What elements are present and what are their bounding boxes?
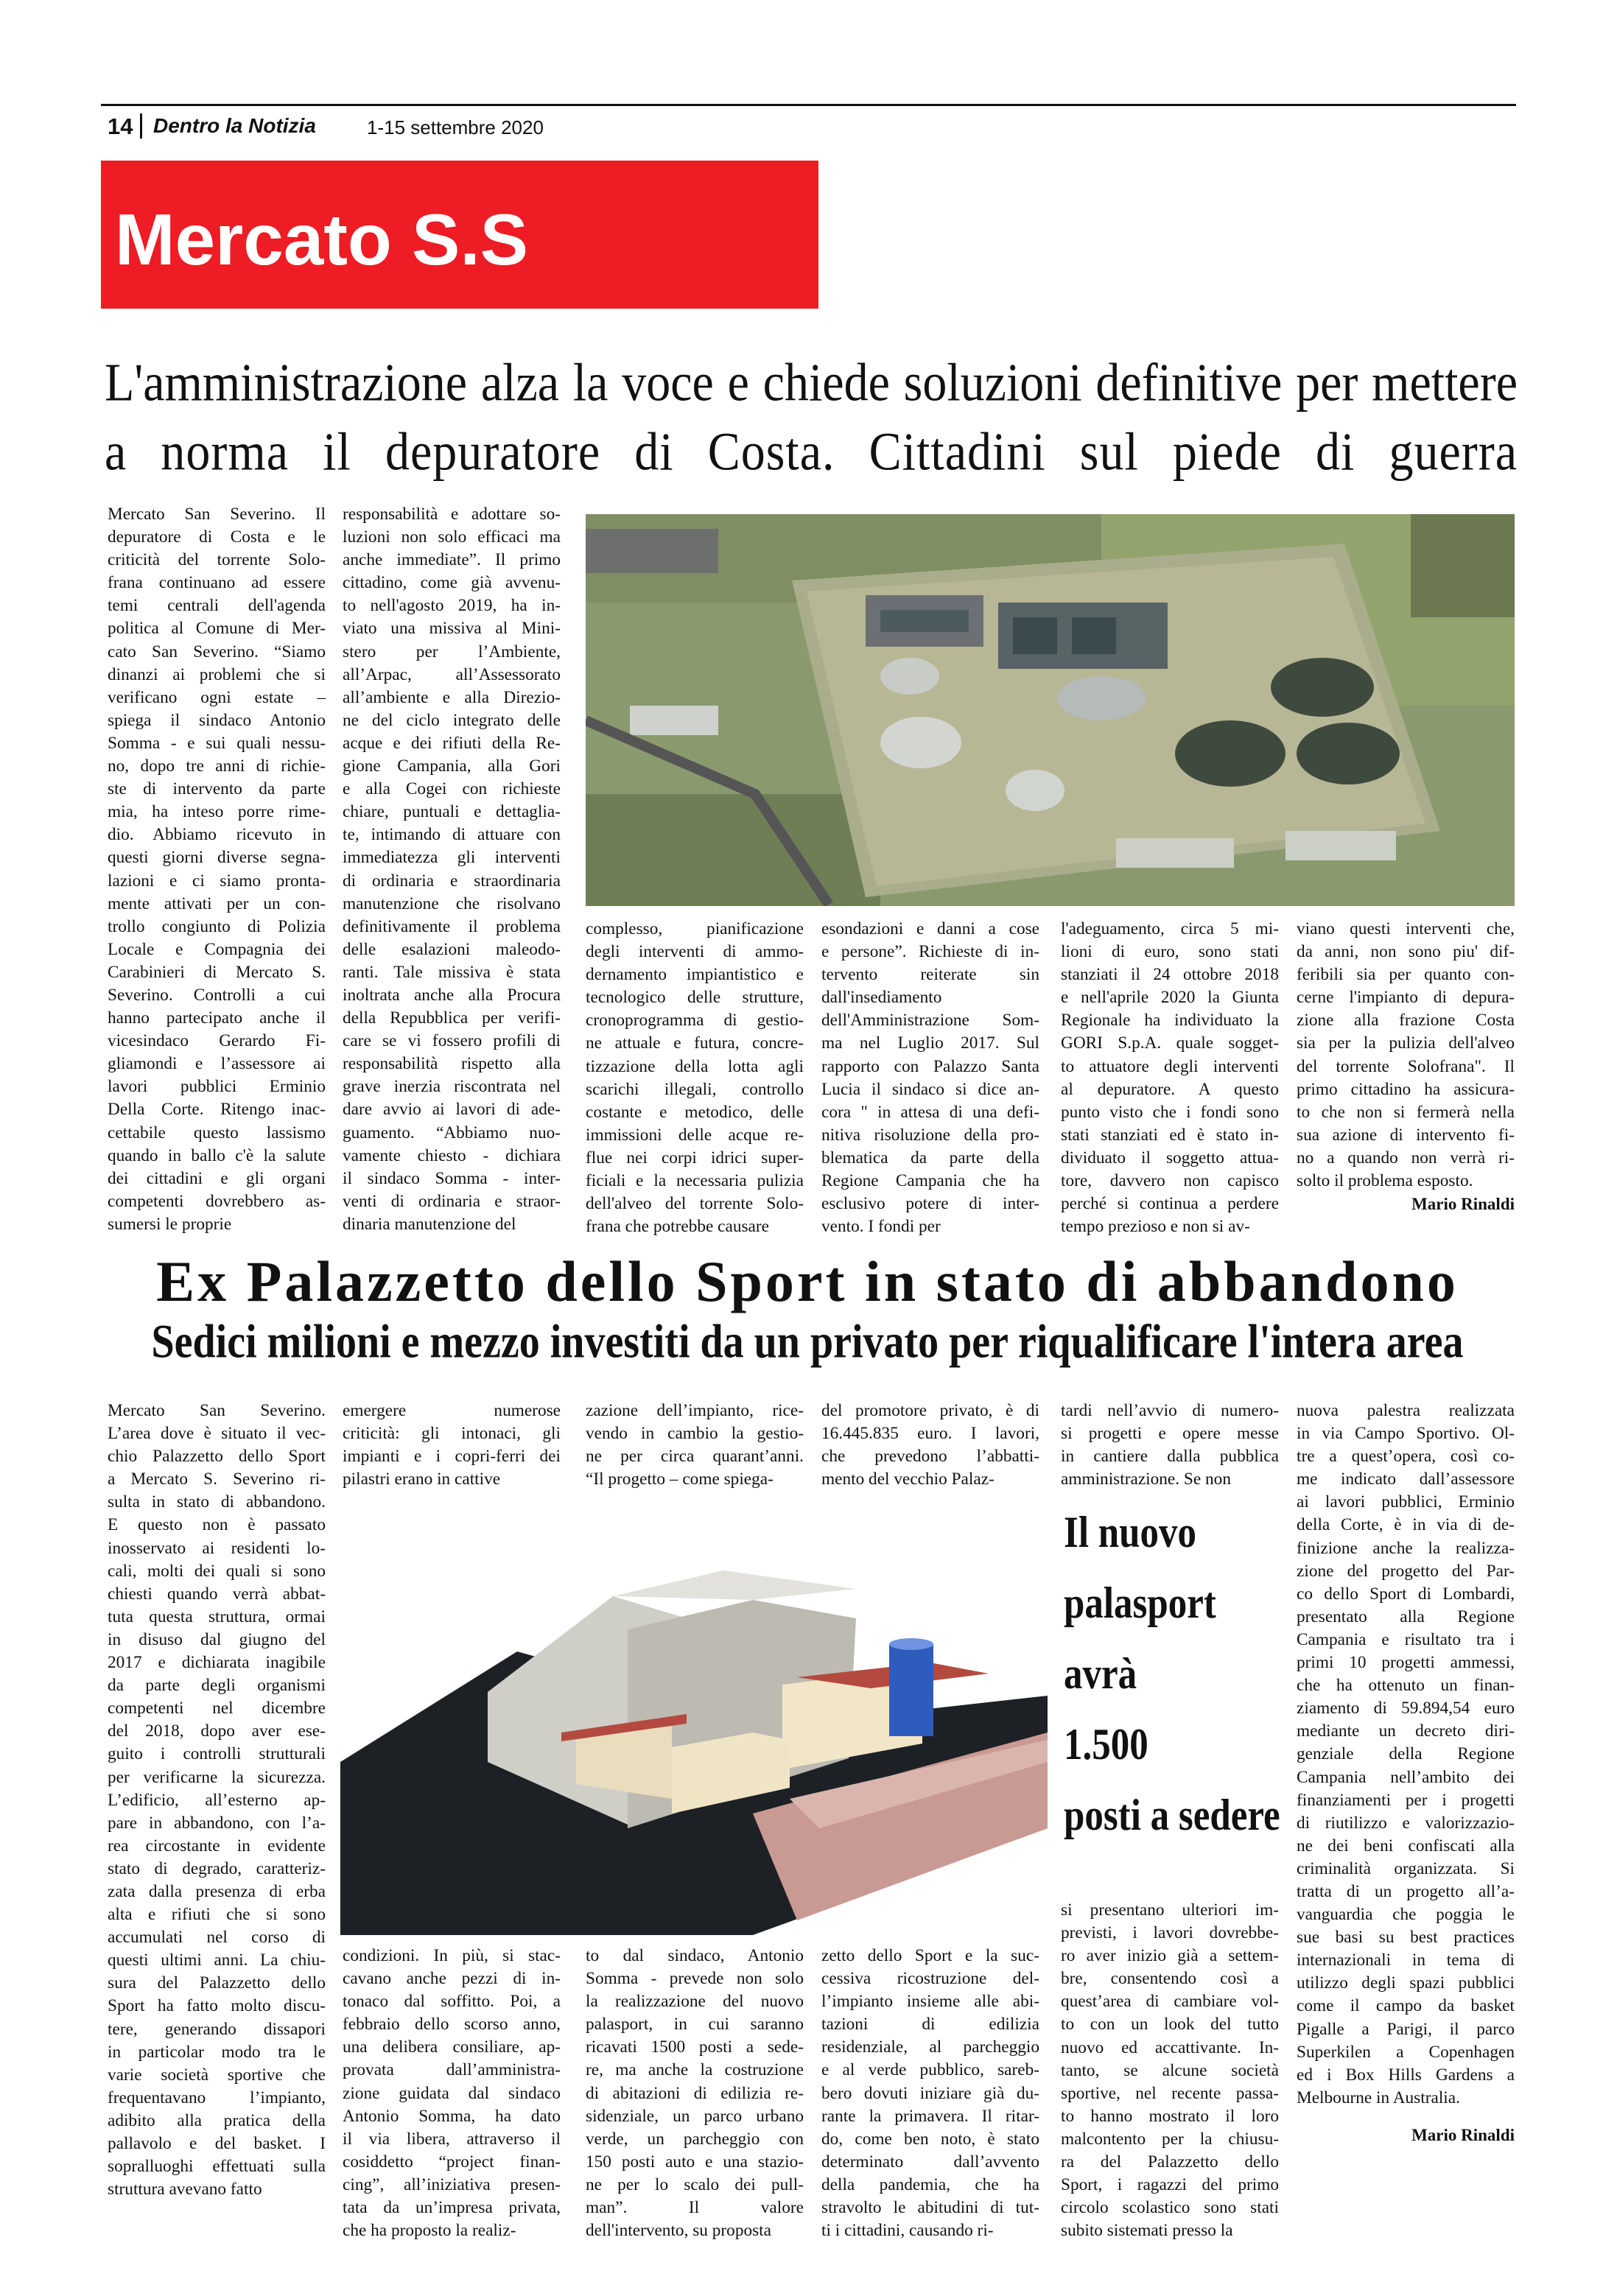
text-line: e al verde pubblico, sareb- <box>821 2060 1039 2080</box>
text-line: si progetti e opere messe <box>1061 1424 1279 1444</box>
text-line: cora " in attesa di una defi- <box>821 1102 1039 1122</box>
text-line: to attuatore degli interventi <box>1061 1056 1279 1076</box>
text-line: immissioni delle acque re- <box>586 1125 804 1145</box>
text-line: me indicato dall’assessore <box>1297 1470 1515 1489</box>
text-line: finizione anche la realizza- <box>1297 1538 1515 1558</box>
text-line: tempo prezioso e non si av- <box>1061 1217 1250 1237</box>
text-line: perché si continua a perdere <box>1061 1194 1279 1214</box>
text-line: all’Arpac, all’Assessorato <box>343 664 561 684</box>
text-line: sopralluoghi effettuati sulla <box>108 2157 326 2177</box>
text-line: vicesindaco Gerardo Fi- <box>108 1031 326 1051</box>
text-line: Mercato San Severino. Il <box>108 505 326 524</box>
text-line: varie società sportive che <box>108 2065 326 2085</box>
text-line: del torrente Solofrana". Il <box>1297 1056 1515 1076</box>
text-line: l’impianto insieme alle abi- <box>821 1992 1039 2012</box>
text-line: che ha ottenuto un finan- <box>1297 1676 1515 1696</box>
pull-quote-line: Il nuovo <box>1064 1508 1197 1556</box>
text-line: si presentano ulteriori im- <box>1061 1900 1279 1920</box>
text-line: palasport, in cui saranno <box>586 2015 804 2035</box>
text-line: struttura avevano fatto <box>108 2180 262 2200</box>
text-line: nuova palestra realizzata <box>1297 1401 1515 1420</box>
text-line: rapporto con Palazzo Santa <box>821 1056 1039 1076</box>
text-line: tervento reiterate sin <box>821 965 1039 985</box>
text-line: degli interventi di ammo- <box>586 942 804 962</box>
text-line: immediatezza gli interventi <box>343 848 561 868</box>
text-line: stravolto le abitudini di tut- <box>821 2198 1039 2218</box>
article2-col4-bottom <box>821 1945 1039 2242</box>
article2-subheadline: Sedici milioni e mezzo investiti da un privato per riqualificare l'intera area <box>151 1316 1464 1369</box>
text-line: to hanno mostrato il loro <box>1061 2106 1279 2126</box>
top-rule <box>101 104 1516 106</box>
article2-col4-top <box>821 1400 1039 1491</box>
text-line: al depuratore. A questo <box>1061 1079 1279 1099</box>
text-line: depuratore di Costa e le <box>108 527 326 547</box>
text-line: il via libera, attraverso il <box>343 2129 561 2149</box>
text-line: mia, ha inteso porre rime- <box>108 802 326 822</box>
text-line: stato di degrado, caratteriz- <box>108 1858 326 1878</box>
text-line: in disuso dal giugno del <box>108 1629 326 1649</box>
text-line: e nell'aprile 2020 la Giunta <box>1061 988 1279 1008</box>
text-line: tecnologico delle strutture, <box>586 988 804 1008</box>
text-line: febbraio dello scorso anno, <box>343 2015 561 2035</box>
text-line: dei cittadini e gli organi <box>108 1168 326 1188</box>
text-line: guamento. “Abbiamo nuo- <box>343 1123 561 1142</box>
text-line: to che non si fermerà nella <box>1297 1102 1515 1122</box>
text-line: grave inerzia riscontrata nel <box>343 1077 561 1097</box>
text-line: bre, consentendo così a <box>1061 1969 1279 1989</box>
text-line: gliamondi e l’assessore ai <box>108 1054 326 1074</box>
text-line: previsti, i lavori dovrebbe- <box>1061 1923 1279 1943</box>
text-line: una delibera consiliare, ap- <box>343 2037 561 2057</box>
text-line: Sport ha fatto molto discu- <box>108 1996 326 2016</box>
text-line: stero per l’Ambiente, <box>343 642 561 661</box>
text-line: primi 10 progetti ammessi, <box>1297 1653 1515 1673</box>
article1-col2 <box>343 503 561 1236</box>
text-line: ra del Palazzetto dello <box>1061 2152 1279 2172</box>
text-line: tizzazione della lotta agli <box>586 1056 804 1076</box>
pull-quote-line: posti a sedere <box>1064 1791 1280 1839</box>
article1-col5 <box>1061 918 1279 1238</box>
text-line: dell'Amministrazione Som- <box>821 1011 1039 1031</box>
text-line: blematica da parte della <box>821 1148 1039 1168</box>
text-line: Mercato San Severino. <box>108 1401 326 1420</box>
text-line: Somma - e sui quali nessu- <box>108 733 326 753</box>
text-line: Somma - prevede non solo <box>586 1969 804 1989</box>
pull-quote-line: palasport <box>1064 1579 1216 1627</box>
palasport-3d-render-icon <box>340 1519 1048 1935</box>
text-line: “Il progetto – come spiega- <box>586 1470 774 1489</box>
text-line: zione guidata dal sindaco <box>343 2083 561 2103</box>
text-line: Regionale ha individuato la <box>1061 1011 1279 1031</box>
text-line: verificano ogni estate – <box>108 687 326 707</box>
pull-quote <box>1064 1497 1280 1850</box>
text-line: 16.445.835 euro. I lavori, <box>821 1424 1039 1444</box>
text-line: presentato alla Regione <box>1297 1607 1515 1626</box>
text-line: chiare, puntuali e dettaglia- <box>343 802 561 822</box>
text-line: acque e dei rifiuti della Re- <box>343 733 561 753</box>
text-line: frana continuano ad essere <box>108 573 326 593</box>
text-line: sidenziale, un parco urbano <box>586 2106 804 2126</box>
text-line: ziamento di 59.894,54 euro <box>1297 1699 1515 1719</box>
text-line: dall'insediamento <box>821 988 942 1008</box>
text-line: subito sistemati presso la <box>1061 2221 1233 2241</box>
text-line: emergere numerose <box>343 1401 561 1420</box>
text-line: provata dall’amministra- <box>343 2060 561 2080</box>
text-line: Campania e risultato tra i <box>1297 1629 1515 1649</box>
text-line: to con un look del tutto <box>1061 2015 1279 2035</box>
text-line: GORI S.p.A. quale sogget- <box>1061 1033 1279 1053</box>
text-line: Regione Campania che ha <box>821 1171 1039 1191</box>
text-line: nuovo ed accattivante. In- <box>1061 2037 1279 2057</box>
text-line: Sport, i ragazzi del primo <box>1061 2175 1279 2195</box>
text-line: quest’area di cambiare vol- <box>1061 1992 1279 2012</box>
text-line: quando in ballo c'è la salute <box>108 1145 326 1165</box>
text-line: dividuato il soggetto attua- <box>1061 1148 1279 1168</box>
text-line: tuta questa struttura, ormai <box>108 1607 326 1626</box>
text-line: ma nel Luglio 2017. Sul <box>821 1033 1039 1053</box>
text-line: dinanzi ai problemi che si <box>108 664 326 684</box>
text-line: re, ma anche la costruzione <box>586 2060 804 2080</box>
page-number: 14 <box>108 113 133 139</box>
text-line: l'adeguamento, circa 5 mi- <box>1061 919 1279 938</box>
text-line: ai lavori pubblici, Erminio <box>1297 1492 1515 1512</box>
text-line: rante la primavera. Il ritar- <box>821 2106 1039 2126</box>
text-line: viato una missiva al Mini- <box>343 619 561 639</box>
text-line: del promotore privato, è di <box>821 1401 1039 1420</box>
text-line: viano questi interventi che, <box>1297 919 1515 938</box>
text-line: criminalità organizzata. Si <box>1297 1858 1515 1878</box>
text-line: Lucia il sindaco si dice an- <box>821 1079 1039 1099</box>
article2-col5-top <box>1061 1400 1279 1491</box>
text-line: responsabilità e adottare so- <box>343 505 561 524</box>
text-line: cerne l'impianto di depura- <box>1297 988 1515 1008</box>
header-divider <box>140 113 142 138</box>
text-line: cittadino, come già avvenu- <box>343 573 561 593</box>
text-line: di ordinaria e straordinaria <box>343 871 561 891</box>
text-line: sura del Palazzetto dello <box>108 1973 326 1993</box>
text-line: per verificarne la sicurezza. <box>108 1767 326 1787</box>
text-line: chiesti quando verrà abbat- <box>108 1584 326 1604</box>
text-line: frana che potrebbe causare <box>586 1217 769 1237</box>
text-line: tanto, se alcune società <box>1061 2060 1279 2080</box>
text-line: tratta di un progetto all’a- <box>1297 1881 1515 1901</box>
text-line: frequentavano l’impianto, <box>108 2088 326 2107</box>
article1-headline-line1: L'amministrazione alza la voce e chiede soluzioni definitive per mettere <box>105 353 1518 412</box>
text-line: chio Palazzetto dello Sport <box>108 1447 326 1467</box>
text-line: tre a quest’opera, così co- <box>1297 1447 1515 1467</box>
text-line: anche immediate”. Il primo <box>343 550 561 570</box>
text-line: to nell'agosto 2019, ha in- <box>343 596 561 616</box>
text-line: vento. I fondi per <box>821 1217 941 1237</box>
text-line: all’ambiente e alla Direzio- <box>343 687 561 707</box>
text-line: pilastri erano in cattive <box>343 1470 501 1489</box>
text-line: trollo congiunto di Polizia <box>108 916 326 936</box>
text-line: bero dovuti iniziare già du- <box>821 2083 1039 2103</box>
text-line: guito i controlli strutturali <box>108 1744 326 1764</box>
text-line: la realizzazione del nuovo <box>586 1992 804 2012</box>
text-line: sia per la pulizia dell'alveo <box>1297 1033 1515 1053</box>
text-line: do, come ben noto, è stato <box>821 2129 1039 2149</box>
text-line: gione Campania, alla Gori <box>343 756 561 776</box>
text-line: pare in abbandono, con l’a- <box>108 1813 326 1833</box>
text-line: E questo non è passato <box>108 1515 326 1535</box>
text-line: tardi nell’avvio di numero- <box>1061 1401 1279 1420</box>
text-line: della Corte, è in via di de- <box>1297 1515 1515 1535</box>
palasport-render <box>340 1519 1048 1935</box>
article1-byline: Mario Rinaldi <box>1411 1195 1515 1213</box>
text-line: Carabinieri di Mercato S. <box>108 962 326 982</box>
text-line: solto il problema esposto. <box>1297 1171 1473 1191</box>
text-line: Della Corte. Ritengo inac- <box>108 1100 326 1120</box>
text-line: spiega il sindaco Antonio <box>108 710 326 730</box>
section-title: Mercato S.S <box>115 199 528 280</box>
text-line: genziale della Regione <box>1297 1744 1515 1764</box>
text-line: ne per circa quarant’anni. <box>586 1447 804 1467</box>
text-line: da parte degli organismi <box>108 1676 326 1696</box>
text-line: cessiva ricostruzione del- <box>821 1969 1039 1989</box>
text-line: 2017 e dichiarata inagibile <box>108 1653 326 1673</box>
text-line: amministrazione. Se non <box>1061 1470 1231 1489</box>
article2-col6 <box>1297 1400 1515 2110</box>
text-line: impianti e i copri-ferri dei <box>343 1447 561 1467</box>
text-line: mediante un decreto diri- <box>1297 1721 1515 1741</box>
text-line: della pandemia, che ha <box>821 2174 1039 2194</box>
text-line: competenti nel dicembre <box>108 1699 326 1719</box>
text-line: che ha proposto la realiz- <box>343 2221 516 2241</box>
text-line: in via Campo Sportivo. Ol- <box>1297 1424 1515 1444</box>
text-line: luzioni non solo efficaci ma <box>343 527 561 547</box>
text-line: cato San Severino. “Siamo <box>108 642 326 661</box>
text-line: utilizzo degli spazi pubblici <box>1297 1973 1515 1993</box>
text-line: Campania nell’ambito dei <box>1297 1767 1515 1787</box>
text-line: criticità: gli intonaci, gli <box>343 1424 561 1444</box>
article1-col4 <box>821 918 1039 1238</box>
text-line: di riutilizzo e valorizzazio- <box>1297 1813 1515 1833</box>
text-line: che prevedono l’abbatti- <box>821 1447 1039 1467</box>
text-line: costante e metodico, delle <box>586 1102 804 1122</box>
text-line: no, dopo tre anni di richie- <box>108 756 326 776</box>
text-line: cali, molti dei quali si sono <box>108 1561 326 1581</box>
text-line: venti di ordinaria e straor- <box>343 1191 561 1211</box>
text-line: cing”, all’iniziativa presen- <box>343 2174 561 2194</box>
text-line: scarichi illegali, controllo <box>586 1079 804 1099</box>
text-line: a Mercato S. Severino ri- <box>108 1470 326 1489</box>
article1-col3 <box>586 918 804 1238</box>
text-line: cosiddetto “project finan- <box>343 2152 561 2172</box>
text-line: ti i cittadini, causando ri- <box>821 2221 994 2241</box>
text-line: adibito alla pratica della <box>108 2110 326 2130</box>
text-line: no a quando non verrà ri- <box>1297 1148 1515 1168</box>
text-line: esclusivo potere di inter- <box>821 1194 1039 1214</box>
text-line: di abitazioni di edilizia re- <box>586 2083 804 2103</box>
text-line: cavano anche pezzi di in- <box>343 1969 561 1989</box>
text-line: manutenzione che risolvano <box>343 894 561 913</box>
text-line: internazionali in tema di <box>1297 1951 1515 1970</box>
text-line: ne del ciclo integrato delle <box>343 710 561 730</box>
text-line: vanguardia che poggia le <box>1297 1905 1515 1925</box>
text-line: ste di intervento da parte <box>108 779 326 799</box>
text-line: cronoprogramma di gestio- <box>586 1011 804 1031</box>
text-line: Locale e Compagnia dei <box>108 939 326 959</box>
text-line: condizioni. In più, si stac- <box>343 1946 561 1965</box>
text-line: dio. Abbiamo ricevuto in <box>108 825 326 845</box>
article2-col1 <box>108 1400 326 2201</box>
text-line: come il campo da basket <box>1297 1996 1515 2016</box>
text-line: inoltrata anche alla Procura <box>343 985 561 1005</box>
article2-col2-top <box>343 1400 561 1491</box>
text-line: man”. Il valore <box>586 2198 804 2218</box>
text-line: ne dei beni confiscati alla <box>1297 1836 1515 1856</box>
text-line: 150 posti auto e una stazio- <box>586 2152 804 2172</box>
text-line: inosservato ai residenti lo- <box>108 1538 326 1558</box>
publication-name: Dentro la Notizia <box>153 114 316 137</box>
article2-col3-bottom <box>586 1945 804 2242</box>
text-line: ne attuale e futura, concre- <box>586 1033 804 1053</box>
text-line: lavori pubblici Erminio <box>108 1077 326 1097</box>
article2-headline: Ex Palazzetto dello Sport in stato di abbandono <box>156 1249 1459 1313</box>
text-line: zetto dello Sport e la suc- <box>821 1946 1039 1965</box>
text-line: flue nei corpi idrici super- <box>586 1148 804 1168</box>
text-line: mente attivati per un con- <box>108 894 326 913</box>
text-line: zata dalla presenza di erba <box>108 1881 326 1901</box>
article2-col3-top <box>586 1400 804 1491</box>
text-line: to dal sindaco, Antonio <box>586 1946 804 1965</box>
text-line: sue basi su best practices <box>1297 1928 1515 1948</box>
text-line: care se vi fossero profili di <box>343 1031 561 1051</box>
text-line: dare avvio ai lavori di ade- <box>343 1100 561 1120</box>
text-line: ed i Box Hills Gardens a <box>1297 2065 1515 2085</box>
text-line: mento del vecchio Palaz- <box>821 1470 995 1489</box>
text-line: L’edificio, all’esterno ap- <box>108 1790 326 1810</box>
issue-date: 1-15 settembre 2020 <box>367 116 544 138</box>
text-line: cettabile questo lassismo <box>108 1123 326 1142</box>
text-line: dinaria manutenzione del <box>343 1214 516 1234</box>
text-line: Melbourne in Australia. <box>1297 2088 1460 2107</box>
text-line: ne per lo scalo dei pull- <box>586 2174 804 2194</box>
text-line: sua azione di intervento fi- <box>1297 1125 1515 1145</box>
text-line: Pigalle a Parigi, il parco <box>1297 2019 1515 2039</box>
text-line: co dello Sport di Lombardi, <box>1297 1584 1515 1604</box>
text-line: vamente chiesto - dichiara <box>343 1145 561 1165</box>
text-line: Severino. Controlli a cui <box>108 985 326 1005</box>
text-line: alta e rifiuti che si sono <box>108 1905 326 1925</box>
text-line: sumersi le proprie <box>108 1214 232 1234</box>
article1-col6 <box>1297 918 1515 1193</box>
text-line: zione del progetto del Par- <box>1297 1561 1515 1581</box>
text-line: in cantiere dalla pubblica <box>1061 1447 1279 1467</box>
text-line: lazioni e ci siamo pronta- <box>108 871 326 891</box>
text-line: rea circostante in evidente <box>108 1836 326 1856</box>
text-line: ricavati 1500 posti a sede- <box>586 2037 804 2057</box>
text-line: punto visto che i fondi sono <box>1061 1102 1279 1122</box>
text-line: il sindaco Somma - inter- <box>343 1168 561 1188</box>
text-line: tazioni di edilizia <box>821 2015 1039 2035</box>
text-line: dell'alveo del torrente Solo- <box>586 1194 804 1214</box>
text-line: ficiali e la necessaria pulizia <box>586 1171 804 1191</box>
text-line: Superkilen a Copenhagen <box>1297 2042 1515 2062</box>
text-line: e alla Cogei con richieste <box>343 779 561 799</box>
text-line: L’area dove è situato il vec- <box>108 1424 326 1444</box>
text-line: sportive, nel recente passa- <box>1061 2083 1279 2103</box>
text-line: residenziale, al parcheggio <box>821 2037 1039 2057</box>
text-line: lioni di euro, sono stati <box>1061 942 1279 962</box>
text-line: politica al Comune di Mer- <box>108 619 326 639</box>
text-line: Antonio Somma, ha dato <box>343 2106 561 2126</box>
text-line: stanziati il 24 ottobre 2018 <box>1061 965 1279 985</box>
text-line: responsabilità rispetto alla <box>343 1054 561 1074</box>
text-line: in particolar modo tra le <box>108 2042 326 2062</box>
text-line: dernamento impiantistico e <box>586 965 804 985</box>
text-line: tonaco dal soffitto. Poi, a <box>343 1992 561 2012</box>
text-line: criticità del torrente Solo- <box>108 550 326 570</box>
text-line: esondazioni e danni a cose <box>821 919 1039 938</box>
text-line: definitivamente il problema <box>343 916 561 936</box>
text-line: verde, un parcheggio con <box>586 2129 804 2149</box>
article2-col2-bottom <box>343 1945 561 2242</box>
text-line: finanziamenti per i progetti <box>1297 1790 1515 1810</box>
text-line: tore, davvero non capisco <box>1061 1171 1279 1191</box>
text-line: zazione dell’impianto, rice- <box>586 1401 804 1420</box>
text-line: hanno partecipato anche il <box>108 1008 326 1028</box>
text-line: delle esalazioni maleodo- <box>343 939 561 959</box>
article1-col1 <box>108 503 326 1236</box>
text-line: questi ultimi anni. La chiu- <box>108 1951 326 1970</box>
pull-quote-line: avrà 1.500 <box>1064 1649 1148 1769</box>
text-line: della Repubblica per verifi- <box>343 1008 561 1028</box>
text-line: primo cittadino ha assicura- <box>1297 1079 1515 1099</box>
text-line: complesso, pianificazione <box>586 919 804 938</box>
text-line: da anni, non sono piu' dif- <box>1297 942 1515 962</box>
article2-col5-bottom <box>1061 1899 1279 2242</box>
text-line: ro aver inizio già a settem- <box>1061 1946 1279 1966</box>
text-line: e persone”. Richieste di in- <box>821 942 1039 962</box>
text-line: tata da un’impresa privata, <box>343 2198 561 2218</box>
article1-headline-line2: a norma il depuratore di Costa. Cittadini sul piede di guerra <box>105 422 1518 482</box>
text-line: stati stanziati ed è stato in- <box>1061 1125 1279 1145</box>
aerial-photo <box>586 514 1515 906</box>
text-line: nitiva risoluzione della pro- <box>821 1125 1039 1145</box>
text-line: dell'intervento, su proposta <box>586 2221 771 2241</box>
article2-byline: Mario Rinaldi <box>1411 2126 1515 2144</box>
text-line: accumulati nel corso di <box>108 1928 326 1948</box>
text-line: determinato dall’avvento <box>821 2152 1039 2172</box>
text-line: circolo scolastico sono stati <box>1061 2198 1279 2218</box>
aerial-photo-water-treatment-plant-icon <box>586 514 1515 906</box>
text-line: te, intimando di attuare con <box>343 825 561 845</box>
text-line: del 2018, dopo aver ese- <box>108 1721 326 1741</box>
text-line: ranti. Tale missiva è stata <box>343 962 561 982</box>
text-line: pallavolo e del basket. I <box>108 2134 326 2153</box>
text-line: sulta in stato di abbandono. <box>108 1492 326 1512</box>
text-line: feribili sia per quanto con- <box>1297 965 1515 985</box>
text-line: tere, generando dissapori <box>108 2019 326 2039</box>
text-line: temi centrali dell'agenda <box>108 596 326 616</box>
text-line: malcontento per la chiusu- <box>1061 2129 1279 2149</box>
text-line: questi giorni diverse segna- <box>108 848 326 868</box>
text-line: zione alla frazione Costa <box>1297 1011 1515 1031</box>
text-line: vendo in cambio la gestio- <box>586 1424 804 1444</box>
text-line: competenti dovrebbero as- <box>108 1191 326 1211</box>
